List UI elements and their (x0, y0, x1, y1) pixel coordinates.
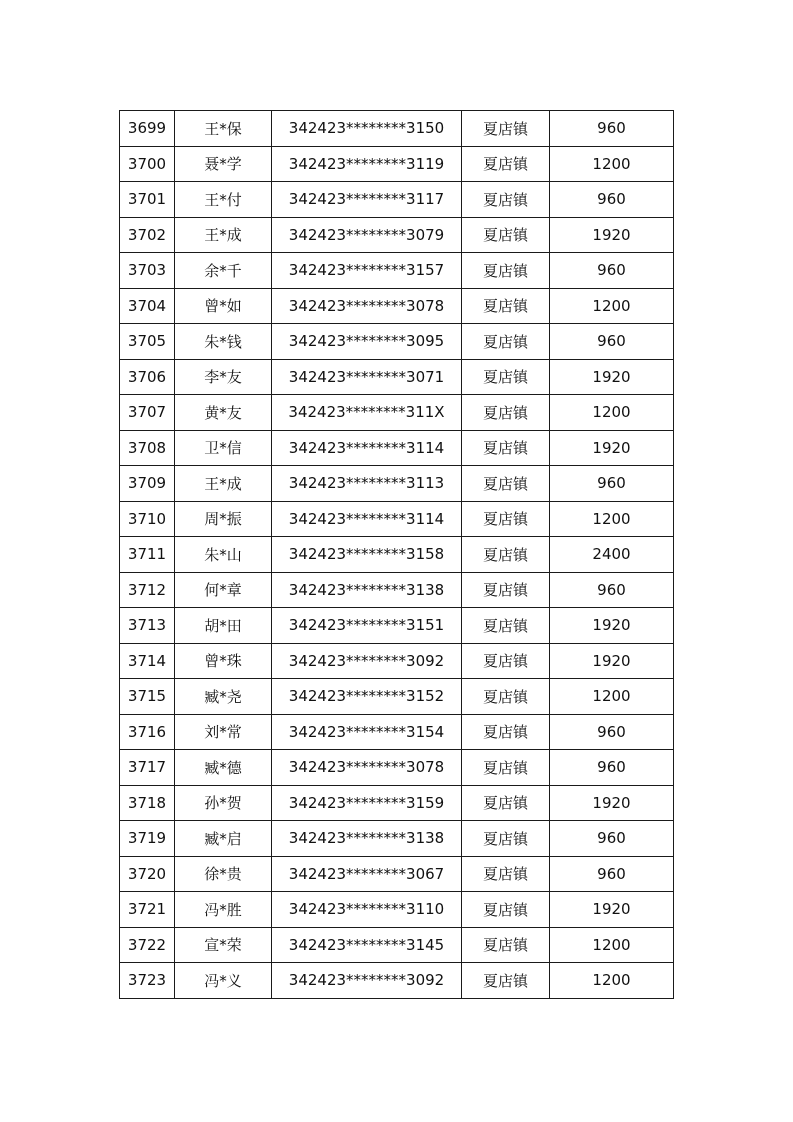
id-number-cell: 342423********3113 (272, 466, 462, 502)
table-row (120, 430, 674, 466)
id-number-cell: 342423********3114 (272, 501, 462, 537)
table-row (120, 146, 674, 182)
id-number-cell: 342423********3079 (272, 217, 462, 253)
amount-cell: 1920 (550, 217, 674, 253)
town-cell: 夏店镇 (462, 111, 550, 147)
amount-cell: 960 (550, 750, 674, 786)
table-row (120, 679, 674, 715)
town-cell: 夏店镇 (462, 750, 550, 786)
table-row (120, 288, 674, 324)
town-cell: 夏店镇 (462, 324, 550, 360)
records-table (119, 110, 674, 999)
town-cell: 夏店镇 (462, 182, 550, 218)
row-number-cell: 3708 (120, 430, 175, 466)
name-cell: 黄*友 (175, 395, 272, 431)
amount-cell: 1920 (550, 643, 674, 679)
row-number-cell: 3719 (120, 821, 175, 857)
name-cell: 宣*荣 (175, 927, 272, 963)
amount-cell: 960 (550, 466, 674, 502)
town-cell: 夏店镇 (462, 537, 550, 573)
name-cell: 李*友 (175, 359, 272, 395)
table-row (120, 501, 674, 537)
amount-cell: 1200 (550, 927, 674, 963)
table-row (120, 714, 674, 750)
row-number-cell: 3721 (120, 892, 175, 928)
name-cell: 朱*山 (175, 537, 272, 573)
id-number-cell: 342423********3138 (272, 572, 462, 608)
amount-cell: 1200 (550, 963, 674, 999)
name-cell: 胡*田 (175, 608, 272, 644)
amount-cell: 960 (550, 821, 674, 857)
name-cell: 臧*德 (175, 750, 272, 786)
id-number-cell: 342423********3095 (272, 324, 462, 360)
id-number-cell: 342423********3110 (272, 892, 462, 928)
name-cell: 曾*珠 (175, 643, 272, 679)
table-row (120, 856, 674, 892)
name-cell: 何*章 (175, 572, 272, 608)
id-number-cell: 342423********3114 (272, 430, 462, 466)
table-row (120, 750, 674, 786)
name-cell: 徐*贵 (175, 856, 272, 892)
amount-cell: 960 (550, 324, 674, 360)
amount-cell: 1920 (550, 892, 674, 928)
table-row (120, 963, 674, 999)
town-cell: 夏店镇 (462, 288, 550, 324)
name-cell: 朱*钱 (175, 324, 272, 360)
amount-cell: 1920 (550, 430, 674, 466)
amount-cell: 1200 (550, 288, 674, 324)
table-row (120, 359, 674, 395)
id-number-cell: 342423********3071 (272, 359, 462, 395)
row-number-cell: 3702 (120, 217, 175, 253)
town-cell: 夏店镇 (462, 643, 550, 679)
town-cell: 夏店镇 (462, 146, 550, 182)
id-number-cell: 342423********3150 (272, 111, 462, 147)
id-number-cell: 342423********3078 (272, 750, 462, 786)
name-cell: 臧*尧 (175, 679, 272, 715)
row-number-cell: 3707 (120, 395, 175, 431)
id-number-cell: 342423********3152 (272, 679, 462, 715)
table-row (120, 182, 674, 218)
id-number-cell: 342423********3158 (272, 537, 462, 573)
town-cell: 夏店镇 (462, 217, 550, 253)
id-number-cell: 342423********3138 (272, 821, 462, 857)
table-row (120, 395, 674, 431)
records-body (120, 111, 674, 999)
row-number-cell: 3711 (120, 537, 175, 573)
name-cell: 卫*信 (175, 430, 272, 466)
row-number-cell: 3706 (120, 359, 175, 395)
name-cell: 王*成 (175, 466, 272, 502)
town-cell: 夏店镇 (462, 856, 550, 892)
id-number-cell: 342423********3067 (272, 856, 462, 892)
amount-cell: 1200 (550, 679, 674, 715)
town-cell: 夏店镇 (462, 714, 550, 750)
id-number-cell: 342423********3078 (272, 288, 462, 324)
table-row (120, 927, 674, 963)
amount-cell: 1920 (550, 785, 674, 821)
id-number-cell: 342423********3092 (272, 643, 462, 679)
amount-cell: 960 (550, 111, 674, 147)
amount-cell: 960 (550, 182, 674, 218)
name-cell: 冯*胜 (175, 892, 272, 928)
table-row (120, 537, 674, 573)
amount-cell: 960 (550, 856, 674, 892)
id-number-cell: 342423********3119 (272, 146, 462, 182)
name-cell: 周*振 (175, 501, 272, 537)
id-number-cell: 342423********3159 (272, 785, 462, 821)
row-number-cell: 3705 (120, 324, 175, 360)
id-number-cell: 342423********3092 (272, 963, 462, 999)
town-cell: 夏店镇 (462, 501, 550, 537)
table-row (120, 892, 674, 928)
table-row (120, 466, 674, 502)
name-cell: 余*千 (175, 253, 272, 289)
id-number-cell: 342423********3154 (272, 714, 462, 750)
name-cell: 孙*贺 (175, 785, 272, 821)
id-number-cell: 342423********3145 (272, 927, 462, 963)
name-cell: 聂*学 (175, 146, 272, 182)
amount-cell: 1200 (550, 501, 674, 537)
table-row (120, 253, 674, 289)
row-number-cell: 3700 (120, 146, 175, 182)
row-number-cell: 3703 (120, 253, 175, 289)
name-cell: 王*成 (175, 217, 272, 253)
row-number-cell: 3699 (120, 111, 175, 147)
row-number-cell: 3722 (120, 927, 175, 963)
town-cell: 夏店镇 (462, 608, 550, 644)
row-number-cell: 3701 (120, 182, 175, 218)
table-row (120, 785, 674, 821)
table-row (120, 643, 674, 679)
town-cell: 夏店镇 (462, 253, 550, 289)
amount-cell: 960 (550, 572, 674, 608)
row-number-cell: 3710 (120, 501, 175, 537)
amount-cell: 1200 (550, 146, 674, 182)
name-cell: 曾*如 (175, 288, 272, 324)
row-number-cell: 3704 (120, 288, 175, 324)
town-cell: 夏店镇 (462, 395, 550, 431)
row-number-cell: 3723 (120, 963, 175, 999)
town-cell: 夏店镇 (462, 679, 550, 715)
name-cell: 冯*义 (175, 963, 272, 999)
id-number-cell: 342423********3157 (272, 253, 462, 289)
town-cell: 夏店镇 (462, 892, 550, 928)
name-cell: 臧*启 (175, 821, 272, 857)
table-row (120, 324, 674, 360)
table-row (120, 572, 674, 608)
table-row (120, 608, 674, 644)
table-row (120, 821, 674, 857)
amount-cell: 1200 (550, 395, 674, 431)
amount-cell: 2400 (550, 537, 674, 573)
amount-cell: 960 (550, 253, 674, 289)
row-number-cell: 3720 (120, 856, 175, 892)
town-cell: 夏店镇 (462, 430, 550, 466)
name-cell: 王*付 (175, 182, 272, 218)
town-cell: 夏店镇 (462, 359, 550, 395)
row-number-cell: 3712 (120, 572, 175, 608)
table-row (120, 111, 674, 147)
town-cell: 夏店镇 (462, 821, 550, 857)
row-number-cell: 3709 (120, 466, 175, 502)
town-cell: 夏店镇 (462, 466, 550, 502)
amount-cell: 1920 (550, 608, 674, 644)
name-cell: 王*保 (175, 111, 272, 147)
id-number-cell: 342423********3151 (272, 608, 462, 644)
town-cell: 夏店镇 (462, 927, 550, 963)
id-number-cell: 342423********3117 (272, 182, 462, 218)
row-number-cell: 3714 (120, 643, 175, 679)
row-number-cell: 3717 (120, 750, 175, 786)
amount-cell: 1920 (550, 359, 674, 395)
row-number-cell: 3718 (120, 785, 175, 821)
row-number-cell: 3716 (120, 714, 175, 750)
amount-cell: 960 (550, 714, 674, 750)
town-cell: 夏店镇 (462, 963, 550, 999)
name-cell: 刘*常 (175, 714, 272, 750)
table-row (120, 217, 674, 253)
town-cell: 夏店镇 (462, 572, 550, 608)
town-cell: 夏店镇 (462, 785, 550, 821)
id-number-cell: 342423********311X (272, 395, 462, 431)
row-number-cell: 3713 (120, 608, 175, 644)
row-number-cell: 3715 (120, 679, 175, 715)
